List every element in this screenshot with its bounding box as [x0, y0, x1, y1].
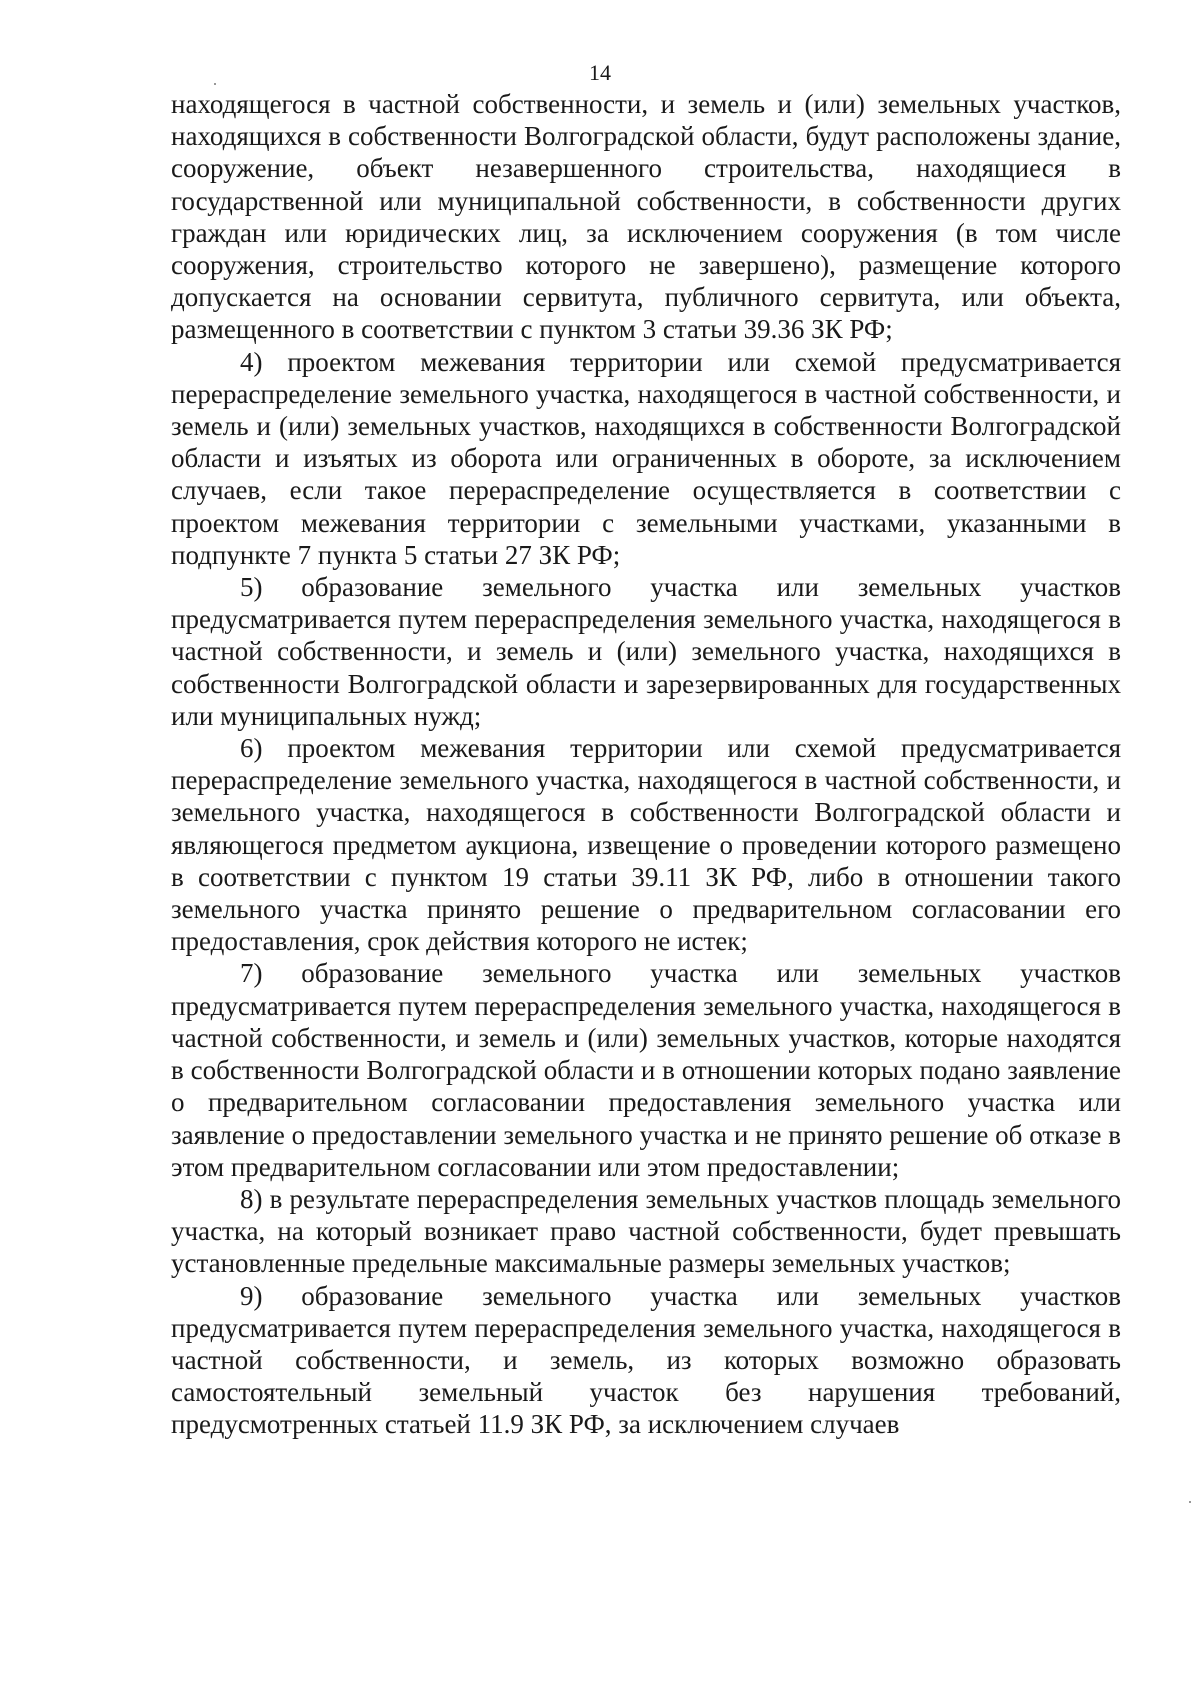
paragraph-item-8: 8) в результате перераспределения земельных участков площадь земельного участка, на который возникает право частной собственности, будет превышать установленные предельные максимальные размеры земельных участков;: [171, 1183, 1121, 1279]
paragraph-item-7: 7) образование земельного участка или земельных участков предусматривается путем перераспределения земельного участка, находящегося в частной собственности, и земель и (или) земельных участков, которые находятся в собственности Волгоградской области и в отношении которых подано заявление о предварительном согласовании предоставления земельного участка или заявление о предоставлении земельного участка и не принято решение об отказе в этом предварительном согласовании или этом предоставлении;: [171, 958, 1121, 1182]
paragraph-item-6: 6) проектом межевания территории или схемой предусматривается перераспределение земельного участка, находящегося в частной собственности, и земельного участка, находящегося в собственности Волгоградской области и являющегося предметом аукциона, извещение о проведении которого размещено в соответствии с пунктом 19 статьи 39.11 ЗК РФ, либо в отношении такого земельного участка принято решение о предварительном согласовании его предоставления, срок действия которого не истек;: [171, 733, 1121, 957]
document-body: [171, 88, 1121, 1441]
paragraph-continuation: находящегося в частной собственности, и земель и (или) земельных участков, находящихся в собственности Волгоградской области, будут расположены здание, сооружение, объект незавершенного строительства, находящиеся в государственной или муниципальной собственности, в собственности других граждан или юридических лиц, за исключением сооружения (в том числе сооружения, строительство которого не завершено), размещение которого допускается на основании сервитута, публичного сервитута, или объекта, размещенного в соответствии с пунктом 3 статьи 39.36 ЗК РФ;: [171, 89, 1121, 345]
scan-speck: [214, 83, 216, 85]
page-number: 14: [589, 60, 611, 85]
paragraph-item-9: 9) образование земельного участка или земельных участков предусматривается путем перераспределения земельного участка, находящегося в частной собственности, и земель, из которых возможно образовать самостоятельный земельный участок без нарушения требований, предусмотренных статьей 11.9 ЗК РФ, за исключением случаев: [171, 1280, 1121, 1440]
paragraph-item-4: 4) проектом межевания территории или схемой предусматривается перераспределение земельного участка, находящегося в частной собственности, и земель и (или) земельных участков, находящихся в собственности Волгоградской области и изъятых из оборота или ограниченных в обороте, за исключением случаев, если такое перераспределение осуществляется в соответствии с проектом межевания территории с земельными участками, указанными в подпункте 7 пункта 5 статьи 27 ЗК РФ;: [171, 346, 1121, 570]
paragraph-item-5: 5) образование земельного участка или земельных участков предусматривается путем перераспределения земельного участка, находящегося в частной собственности, и земель и (или) земельного участка, находящихся в собственности Волгоградской области и зарезервированных для государственных или муниципальных нужд;: [171, 572, 1121, 731]
scan-speck: [1189, 1501, 1191, 1503]
